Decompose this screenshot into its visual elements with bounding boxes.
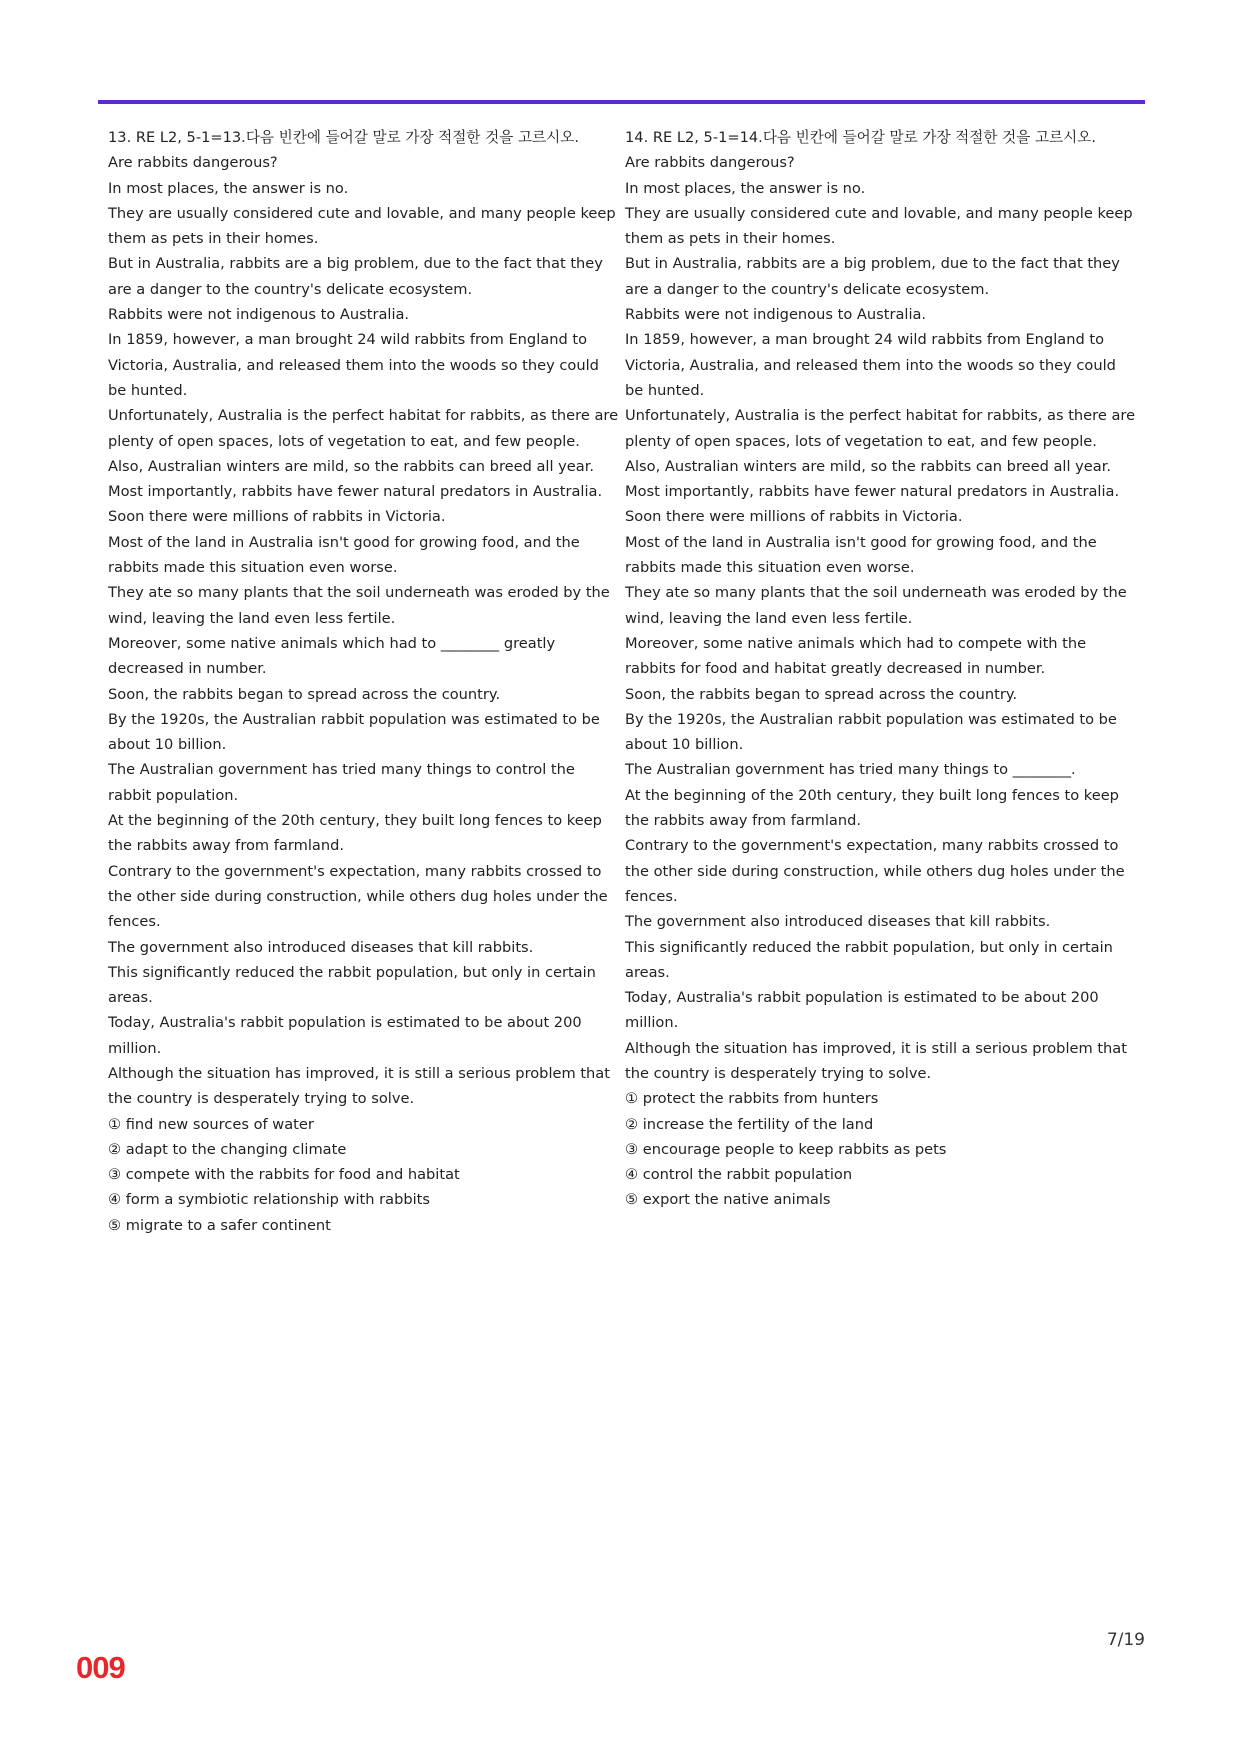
- passage-line: Rabbits were not indigenous to Australia.: [625, 306, 927, 324]
- passage-line-with-blank: Moreover, some native animals which had to ________ greatly decreased in number.: [108, 634, 556, 678]
- passage-line: By the 1920s, the Australian rabbit population was estimated to be about 10 billion.: [625, 710, 1117, 754]
- passage-line: At the beginning of the 20th century, they built long fences to keep the rabbits away from farmland.: [108, 812, 602, 855]
- passage-line: In 1859, however, a man brought 24 wild rabbits from England to Victoria, Australia, and released them into the woods so they could be hunted.: [108, 331, 599, 399]
- passage-line: The government also introduced diseases that kill rabbits.: [108, 938, 534, 956]
- passage-line: They ate so many plants that the soil underneath was eroded by the wind, leaving the land even less fertile.: [625, 584, 1127, 627]
- passage-line: They are usually considered cute and lovable, and many people keep them as pets in their homes.: [625, 204, 1133, 248]
- question-14-options: [625, 1086, 1137, 1212]
- answer-option-4: ④ form a symbiotic relationship with rabbits: [108, 1191, 430, 1209]
- answer-option-5: ⑤ migrate to a safer continent: [108, 1216, 331, 1234]
- passage-line: Today, Australia's rabbit population is estimated to be about 200 million.: [108, 1014, 582, 1057]
- header-rule: [98, 100, 1145, 104]
- passage-line: Soon there were millions of rabbits in Victoria.: [108, 508, 446, 526]
- passage-line: In most places, the answer is no.: [625, 179, 866, 197]
- question-14-header: 14. RE L2, 5-1=14.다음 빈칸에 들어갈 말로 가장 적절한 것을 고르시오.: [625, 129, 1096, 146]
- passage-line: Unfortunately, Australia is the perfect habitat for rabbits, as there are plenty of open spaces, lots of vegetation to eat, and few people.: [108, 407, 619, 450]
- passage-line: Contrary to the government's expectation, many rabbits crossed to the other side during construction, while others dug holes under the fences.: [108, 862, 608, 931]
- passage-line: Are rabbits dangerous?: [625, 154, 795, 172]
- question-13-header: 13. RE L2, 5-1=13.다음 빈칸에 들어갈 말로 가장 적절한 것을 고르시오.: [108, 129, 579, 146]
- passage-line: Most importantly, rabbits have fewer natural predators in Australia.: [625, 483, 1120, 501]
- answer-option-3: ③ encourage people to keep rabbits as pets: [625, 1140, 947, 1158]
- passage-line: But in Australia, rabbits are a big problem, due to the fact that they are a danger to the country's delicate ecosystem.: [108, 255, 603, 298]
- answer-option-2: ② adapt to the changing climate: [108, 1140, 347, 1158]
- passage-line: Soon, the rabbits began to spread across the country.: [108, 685, 501, 703]
- passage-line: The Australian government has tried many things to control the rabbit population.: [108, 761, 575, 804]
- passage-line: The government also introduced diseases that kill rabbits.: [625, 913, 1051, 931]
- passage-line: Soon there were millions of rabbits in Victoria.: [625, 508, 963, 526]
- passage-line: In 1859, however, a man brought 24 wild rabbits from England to Victoria, Australia, and released them into the woods so they could be hunted.: [625, 331, 1116, 399]
- page-number: 7/19: [1106, 1630, 1145, 1650]
- question-13-passage: [108, 150, 620, 1111]
- passage-line-with-blank: The Australian government has tried many things to ________.: [625, 761, 1076, 779]
- passage-line: Contrary to the government's expectation, many rabbits crossed to the other side during construction, while others dug holes under the fences.: [625, 837, 1125, 905]
- answer-option-1: ① protect the rabbits from hunters: [625, 1090, 879, 1108]
- passage-line: Are rabbits dangerous?: [108, 154, 278, 172]
- passage-line: In most places, the answer is no.: [108, 179, 349, 197]
- answer-option-5: ⑤ export the native animals: [625, 1191, 831, 1209]
- passage-line: At the beginning of the 20th century, they built long fences to keep the rabbits away from farmland.: [625, 786, 1119, 830]
- passage-line: Most importantly, rabbits have fewer natural predators in Australia.: [108, 483, 603, 501]
- passage-line: They ate so many plants that the soil underneath was eroded by the wind, leaving the land even less fertile.: [108, 584, 610, 627]
- question-14-column: [625, 125, 1137, 1213]
- brand-logo: 009: [76, 1650, 125, 1685]
- passage-line: This significantly reduced the rabbit population, but only in certain areas.: [108, 963, 596, 1007]
- passage-line: Most of the land in Australia isn't good for growing food, and the rabbits made this situation even worse.: [625, 533, 1097, 577]
- passage-line: By the 1920s, the Australian rabbit population was estimated to be about 10 billion.: [108, 710, 600, 754]
- answer-option-3: ③ compete with the rabbits for food and habitat: [108, 1166, 460, 1184]
- passage-line: Although the situation has improved, it is still a serious problem that the country is desperately trying to solve.: [108, 1064, 610, 1108]
- passage-line: Rabbits were not indigenous to Australia.: [108, 306, 410, 324]
- question-14-passage: [625, 150, 1137, 1086]
- passage-line: Although the situation has improved, it is still a serious problem that the country is desperately trying to solve.: [625, 1039, 1127, 1082]
- passage-line: Unfortunately, Australia is the perfect habitat for rabbits, as there are plenty of open spaces, lots of vegetation to eat, and few people.: [625, 407, 1136, 450]
- question-13-options: [108, 1112, 620, 1238]
- passage-line: But in Australia, rabbits are a big problem, due to the fact that they are a danger to the country's delicate ecosystem.: [625, 255, 1120, 298]
- passage-line: Also, Australian winters are mild, so the rabbits can breed all year.: [108, 457, 595, 475]
- passage-line: This significantly reduced the rabbit population, but only in certain areas.: [625, 938, 1113, 981]
- passage-line: Moreover, some native animals which had to compete with the rabbits for food and habitat greatly decreased in number.: [625, 634, 1087, 678]
- passage-line: Today, Australia's rabbit population is estimated to be about 200 million.: [625, 989, 1099, 1032]
- passage-line: Also, Australian winters are mild, so the rabbits can breed all year.: [625, 457, 1112, 475]
- passage-line: Soon, the rabbits began to spread across the country.: [625, 685, 1018, 703]
- question-13-column: [108, 125, 620, 1238]
- answer-option-2: ② increase the fertility of the land: [625, 1115, 874, 1133]
- answer-option-1: ① find new sources of water: [108, 1115, 314, 1133]
- passage-line: They are usually considered cute and lovable, and many people keep them as pets in their homes.: [108, 204, 616, 248]
- answer-option-4: ④ control the rabbit population: [625, 1166, 853, 1184]
- passage-line: Most of the land in Australia isn't good for growing food, and the rabbits made this situation even worse.: [108, 533, 580, 577]
